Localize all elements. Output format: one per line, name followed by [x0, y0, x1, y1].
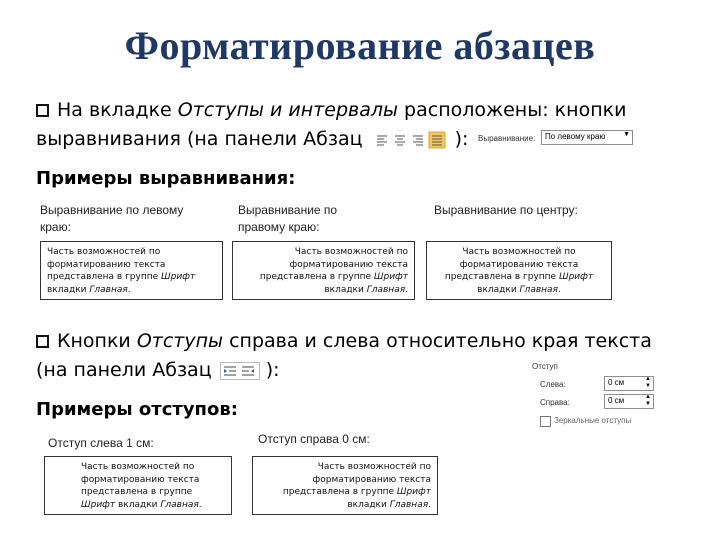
indent-left-label: Слева:	[540, 380, 566, 389]
indent-buttons-icon	[220, 362, 260, 380]
text: На вкладке	[57, 99, 178, 121]
paragraph-indent-line-1: Кнопки Отступы справа и слева относительно края текста	[36, 330, 652, 352]
sample-box-indent-right: Часть возможностей по форматированию текста представлена в группе Шрифт вкладки Главная.	[252, 456, 438, 515]
slide-title: Форматирование абзацев	[124, 23, 596, 68]
caption-indent-right: Отступ справа 0 см:	[258, 432, 370, 446]
spin-icon: ▲ ▼	[645, 376, 651, 389]
caption-align-left: Выравнивание по левому краю:	[40, 203, 184, 234]
alignment-select-label: Выравнивание:	[478, 134, 536, 143]
caption-indent-left: Отступ слева 1 см:	[48, 436, 154, 450]
chevron-down-icon: ▼	[623, 131, 630, 138]
alignment-select-value: По левому краю	[545, 132, 606, 141]
spin-icon: ▲ ▼	[645, 394, 651, 407]
sample-box-indent-left: Часть возможностей по форматированию текста представлена в группе Шрифт вкладки Главная.	[44, 456, 232, 515]
mirror-indents-checkbox[interactable]	[540, 416, 551, 427]
indent-panel-title: Отступ	[532, 362, 558, 371]
indent-left-input[interactable]: 0 см ▲ ▼	[604, 376, 654, 391]
heading-alignment-examples: Примеры выравнивания:	[36, 168, 296, 189]
bullet-icon	[36, 335, 49, 348]
align-buttons-icon	[373, 131, 455, 149]
text: расположены: кнопки	[398, 99, 627, 121]
text: ):	[454, 128, 469, 150]
caption-align-center: Выравнивание по центру:	[434, 203, 578, 217]
bullet-icon	[36, 104, 49, 117]
indent-buttons	[220, 362, 260, 380]
sample-box-right: Часть возможностей по форматированию текста представлена в группе Шрифт вкладки Главная.	[232, 241, 415, 300]
sample-box-left: Часть возможностей по форматированию текста представлена в группе Шрифт вкладки Главная.	[40, 241, 223, 300]
paragraph-alignment-line-2	[36, 128, 468, 150]
indent-right-label: Справа:	[540, 398, 570, 407]
heading-indent-examples: Примеры отступов:	[36, 399, 238, 420]
tab-name: Отступы и интервалы	[177, 99, 398, 121]
sample-box-center: Часть возможностей по форматированию текста представлена в группе Шрифт вкладки Главная.	[426, 241, 612, 300]
indent-right-input[interactable]: 0 см ▲ ▼	[604, 394, 654, 409]
alignment-buttons	[373, 131, 455, 149]
mirror-indents-label: Зеркальные отступы	[554, 416, 632, 425]
paragraph-alignment-line-1	[36, 99, 626, 121]
paragraph-indent-line-2: (на панели Абзац ):	[36, 359, 280, 381]
alignment-select[interactable]	[541, 130, 633, 145]
caption-align-right: Выравнивание по правому краю:	[238, 203, 338, 234]
text: выравнивания (на панели Абзац	[36, 128, 363, 150]
